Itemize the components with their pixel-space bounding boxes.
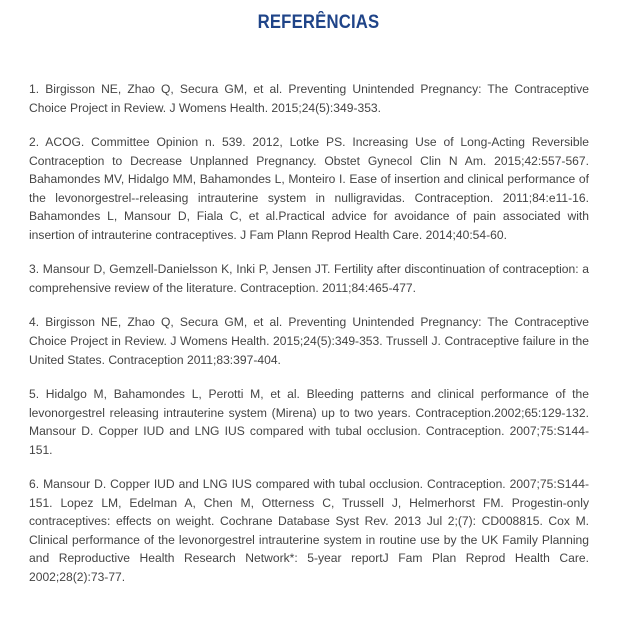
reference-item: 6. Mansour D. Copper IUD and LNG IUS compared with tubal occlusion. Contraception. 2007;75:S144-151. Lopez LM, Edelman A, Chen M, Otterness C, Trussell J, Helmerhorst FM. Progestin-only contraceptives: effects on weight. Cochrane Database Syst Rev. 2013 Jul 2;(7): CD008815. Cox M. Clinical performance of the levonorgestrel intrauterine system in routine use by the UK Family Planning and Reproductive Health Research Network*: 5-year reportJ Fam Plan Reprod Health Care. 2002;28(2):73-77. [29, 477, 589, 585]
page-title: REFERÊNCIAS [257, 12, 380, 33]
reference-item: 2. ACOG. Committee Opinion n. 539. 2012, Lotke PS. Increasing Use of Long-Acting Reversible Contraception to Decrease Unplanned Pregnancy. Obstet Gynecol Clin N Am. 2015;42:557-567. Bahamondes MV, Hidalgo MM, Bahamondes L, Monteiro I. Ease of insertion and clinical performance of the levonorgestrel--releasing intrauterine system in nulligravidas. Contraception. 2011;84:e11-16. Bahamondes L, Mansour D, Fiala C, et al.Practical advice for avoidance of pain associated with insertion of intrauterine contraceptives. J Fam Plann Reprod Health Care. 2014;40:54-60. [29, 134, 589, 242]
reference-item: 1. Birgisson NE, Zhao Q, Secura GM, et al. Preventing Unintended Pregnancy: The Contraceptive Choice Project in Review. J Womens Health. 2015;24(5):349-353. [29, 82, 589, 115]
reference-item: 4. Birgisson NE, Zhao Q, Secura GM, et al. Preventing Unintended Pregnancy: The Contraceptive Choice Project in Review. J Womens Health. 2015;24(5):349-353. Trussell J. Contraceptive failure in the United States. Contraception 2011;83:397-404. [29, 315, 589, 367]
references-list [29, 80, 589, 587]
reference-item: 5. Hidalgo M, Bahamondes L, Perotti M, et al. Bleeding patterns and clinical performance of the levonorgestrel releasing intrauterine system (Mirena) up to two years. Contraception.2002;65:129-132. Mansour D. Copper IUD and LNG IUS compared with tubal occlusion. Contraception. 2007;75:S144-151. [29, 386, 589, 457]
reference-item: 3. Mansour D, Gemzell-Danielsson K, Inki P, Jensen JT. Fertility after discontinuation of contraception: a comprehensive review of the literature. Contraception. 2011;84:465-477. [29, 262, 589, 295]
